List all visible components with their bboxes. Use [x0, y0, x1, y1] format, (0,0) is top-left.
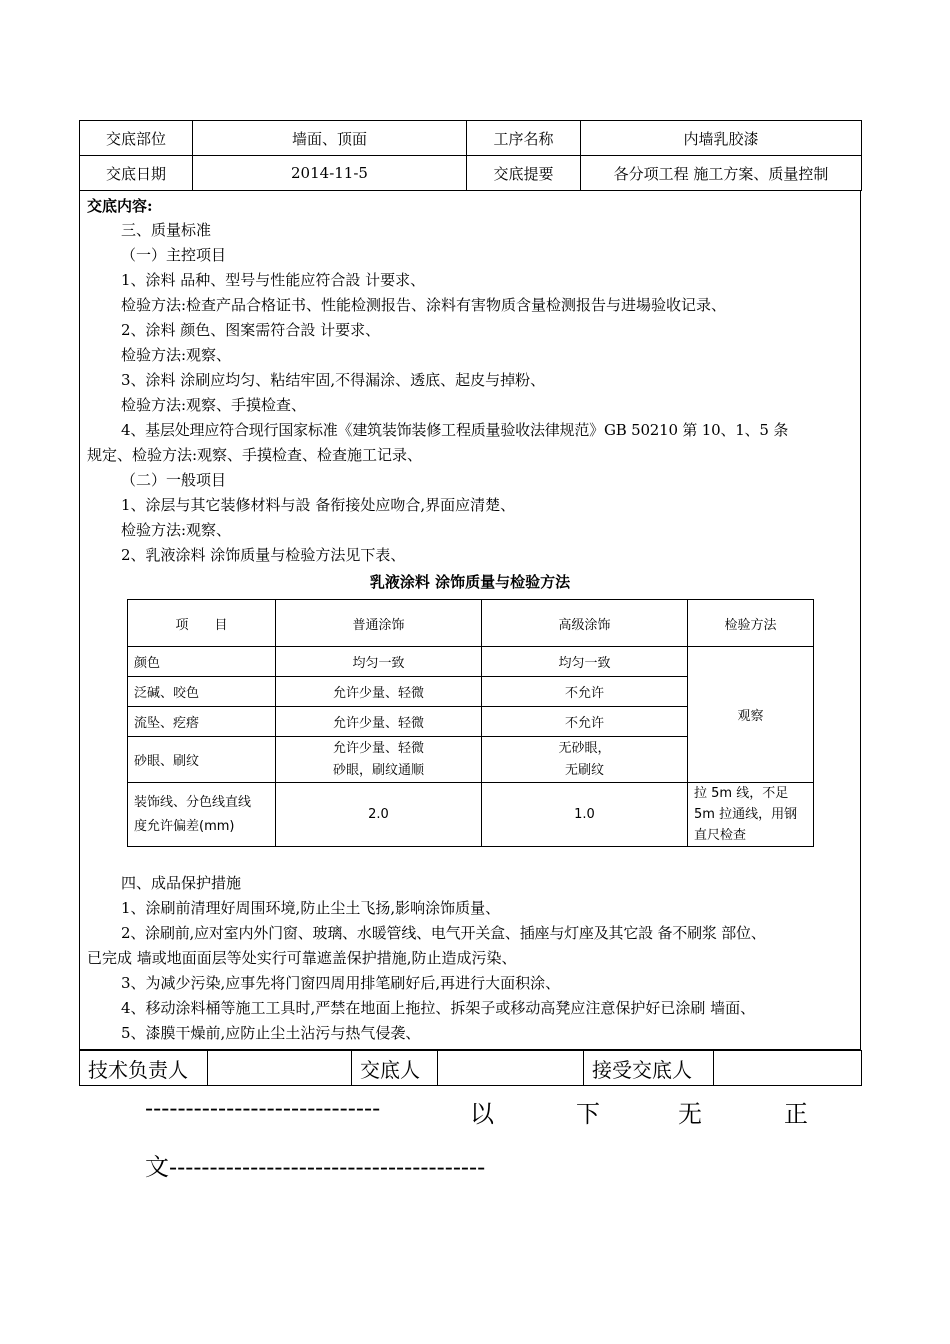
content-title: 交底内容:: [87, 197, 153, 215]
item-cell: [128, 783, 276, 847]
text-line: 2、涂刷前,应对室内外门窗、玻璃、水暖管线、电气开关盒、插座与灯座及其它設 备不刷浆 部位、: [121, 924, 766, 942]
item-cell: 砂眼、刷纹: [128, 737, 276, 783]
location-value: 墙面、顶面: [193, 121, 467, 156]
text-line: 检验方法:检查产品合格证书、性能检测报告、涂料有害物质含量检测报告与进場验收记录、: [121, 296, 727, 314]
text-line: 1、涂层与其它装修材料与設 备衔接处应吻合,界面应清楚、: [121, 496, 516, 514]
advanced-line: 无砂眼，: [558, 740, 611, 756]
date-value: 2014-11-5: [193, 156, 467, 191]
text-line: 1、涂刷前清理好周围环境,防止尘土飞扬,影响涂饰质量、: [121, 899, 501, 917]
item-cell: 泛碱、咬色: [128, 677, 276, 707]
method-merged-cell: 观察: [688, 647, 814, 783]
receiver-field[interactable]: [714, 1051, 862, 1086]
normal-line: 砂眼，刷纹通顺: [332, 762, 424, 778]
text-line: 检验方法:观察、: [121, 346, 232, 364]
text-line: 检验方法:观察、: [121, 521, 232, 539]
advanced-cell: 均匀一致: [482, 647, 688, 677]
col-header-item: 项 目: [128, 600, 276, 647]
advanced-cell: [482, 737, 688, 783]
text-line: 2、涂料 颜色、图案需符合設 计要求、: [121, 321, 381, 339]
text-line: 已完成 墙或地面面层等处实行可靠遮盖保护措施,防止造成污染、: [87, 949, 517, 967]
text-line: 检验方法:观察、手摸检查、: [121, 396, 307, 414]
header-row: [80, 156, 862, 191]
location-label: 交底部位: [80, 121, 193, 156]
text-line: 三、质量标准: [121, 221, 212, 239]
disclosure-content: [79, 191, 861, 1050]
tech-lead-field[interactable]: [208, 1051, 352, 1086]
footer-char: 正: [784, 1100, 808, 1128]
method-line: 5m 拉通线，用钢: [694, 807, 798, 822]
normal-cell: 允许少量、轻微: [276, 707, 482, 737]
col-header-advanced: 高级涂饰: [482, 600, 688, 647]
footer-line-1: [145, 1094, 808, 1128]
sign-row: [80, 1051, 862, 1086]
normal-cell: 均匀一致: [276, 647, 482, 677]
summary-value: 各分项工程 施工方案、质量控制: [581, 156, 862, 191]
text-line: 四、成品保护措施: [121, 874, 242, 892]
discloser-field[interactable]: [438, 1051, 584, 1086]
table-row: [128, 647, 814, 677]
text-line: 4、基层处理应符合现行国家标准《建筑装饰装修工程质量验收法律规范》GB 50210 第 10、1、5 条: [121, 421, 789, 439]
normal-cell: 2.0: [276, 783, 482, 847]
summary-label: 交底提要: [467, 156, 581, 191]
quality-table: [127, 599, 814, 847]
text-line: 1、涂料 品种、型号与性能应符合設 计要求、: [121, 271, 426, 289]
col-header-method: 检验方法: [688, 600, 814, 647]
item-line: 装饰线、分色线直线: [134, 794, 252, 810]
method-line: 直尺检查: [694, 828, 747, 843]
footer-char: 无: [678, 1100, 702, 1128]
method-cell: [688, 783, 814, 847]
text-line: 3、为减少污染,应事先将门窗四周用排笔刷好后,再进行大面积涂、: [121, 974, 561, 992]
advanced-cell: 1.0: [482, 783, 688, 847]
method-line: 拉 5m 线，不足: [694, 786, 789, 801]
normal-cell: [276, 737, 482, 783]
header-table: [79, 120, 862, 191]
process-value: 内墙乳胶漆: [581, 121, 862, 156]
footer-dashes: -----------------------------: [145, 1094, 381, 1122]
text-line: 规定、检验方法:观察、手摸检查、检查施工记录、: [87, 446, 423, 464]
table-header-row: [128, 600, 814, 647]
text-line: 5、漆膜干燥前,应防止尘土沾污与热气侵袭、: [121, 1024, 421, 1042]
advanced-line: 无刷纹: [564, 762, 604, 778]
sign-table: [79, 1050, 862, 1086]
normal-line: 允许少量、轻微: [332, 740, 424, 756]
normal-cell: 允许少量、轻微: [276, 677, 482, 707]
col-header-normal: 普通涂饰: [276, 600, 482, 647]
table-title: 乳液涂料 涂饰质量与检验方法: [369, 573, 571, 591]
text-line: （一）主控项目: [121, 246, 227, 264]
item-cell: 流坠、疙瘩: [128, 707, 276, 737]
text-line: 3、涂料 涂刷应均匀、粘结牢固,不得漏涂、透底、起皮与掉粉、: [121, 371, 546, 389]
item-cell: 颜色: [128, 647, 276, 677]
table-row: [128, 783, 814, 847]
footer-char: 以: [470, 1100, 494, 1128]
receiver-label: 接受交底人: [584, 1051, 714, 1086]
text-line: （二）一般项目: [121, 471, 227, 489]
advanced-cell: 不允许: [482, 707, 688, 737]
footer-char: 下: [576, 1100, 600, 1128]
text-line: 2、乳液涂料 涂饰质量与检验方法见下表、: [121, 546, 406, 564]
discloser-label: 交底人: [352, 1051, 438, 1086]
tech-lead-label: 技术负责人: [80, 1051, 208, 1086]
disclosure-document: [79, 120, 861, 1086]
text-line: 4、移动涂料桶等施工工具时,严禁在地面上拖拉、拆架子或移动高凳应注意保护好已涂刷 墙面、: [121, 999, 756, 1017]
footer-line-2: 文---------------------------------------: [145, 1153, 486, 1181]
process-label: 工序名称: [467, 121, 581, 156]
advanced-cell: 不允许: [482, 677, 688, 707]
header-row: [80, 121, 862, 156]
date-label: 交底日期: [80, 156, 193, 191]
item-line: 度允许偏差(mm): [134, 818, 235, 834]
